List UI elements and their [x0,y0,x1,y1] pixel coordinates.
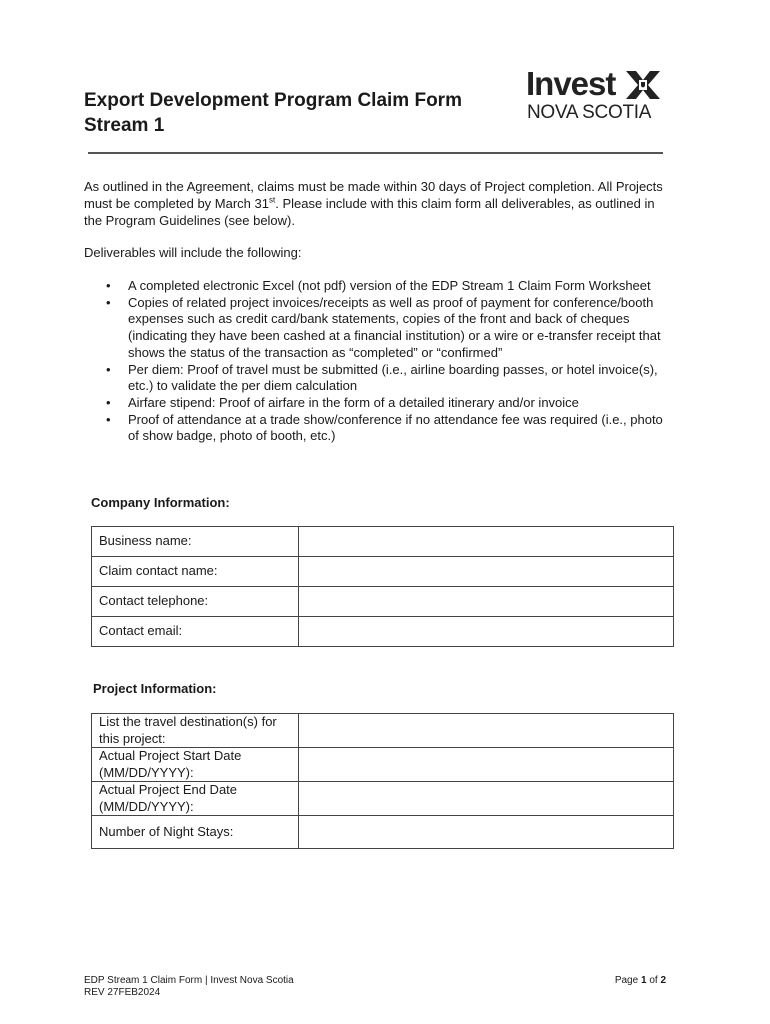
contact-telephone-field[interactable] [299,587,674,617]
footer-document-info [84,975,294,999]
project-info-table [91,713,674,849]
list-item [84,362,674,395]
deliverables-heading: Deliverables will include the following: [84,245,302,260]
logo-x-icon [624,69,662,101]
table-row [92,816,674,849]
intro-text-1: As outlined in the Agreement, claims must be made within 30 days of Project completion. All Projects must be completed by March 31 [84,179,663,211]
list-item-text: Proof of attendance at a trade show/conference if no attendance fee was required (i.e., photo of show badge, photo of booth, etc.) [128,411,663,444]
project-start-date-label: Actual Project Start Date (MM/DD/YYYY): [92,748,299,782]
company-info-heading: Company Information: [91,495,230,510]
logo-nova-scotia-text: NOVA SCOTIA [527,102,652,123]
page-title [84,88,504,138]
project-end-date-label: Actual Project End Date (MM/DD/YYYY): [92,782,299,816]
logo-invest-text: Invest [526,65,616,102]
bullet-icon: • [106,294,111,310]
table-row [92,714,674,748]
list-item [84,395,674,412]
contact-email-field[interactable] [299,617,674,647]
list-item-text: A completed electronic Excel (not pdf) version of the EDP Stream 1 Claim Form Worksheet [128,278,651,293]
list-item [84,278,674,295]
intro-superscript: st [268,195,276,205]
contact-telephone-label: Contact telephone: [92,587,299,617]
title-line-1: Export Development Program Claim Form [84,90,462,111]
travel-destinations-label: List the travel destination(s) for this project: [92,714,299,748]
contact-email-label: Contact email: [92,617,299,647]
list-item [84,295,674,362]
table-row [92,782,674,816]
table-row [92,748,674,782]
page-number [560,975,666,987]
deliverables-list [84,278,674,445]
intro-text-2: . Please include with this claim form all deliverables, as outlined in the Program Guidelines (see below). [84,196,655,228]
list-item [84,412,674,445]
list-item-text: Copies of related project invoices/receipts as well as proof of payment for conference/booth expenses such as credit card/bank statements, copies of the front and back of cheques (indicating they have been cashed at a financial institution) or a wire or e-transfer receipt that shows the status of the transaction as “completed” or “confirmed” [128,294,661,360]
page-word: Page [614,975,639,986]
table-row [92,557,674,587]
bullet-icon: • [106,278,111,293]
invest-nova-scotia-logo [524,66,664,126]
title-line-2: Stream 1 [84,115,165,136]
footer-revision: REV 27FEB2024 [84,987,161,998]
night-stays-field[interactable] [299,816,674,849]
project-info-heading: Project Information: [93,681,217,696]
bullet-icon: • [106,411,111,427]
bullet-icon: • [106,361,111,377]
title-divider [88,152,663,154]
bullet-icon: • [106,394,111,410]
list-item-text: Airfare stipend: Proof of airfare in the form of a detailed itinerary and/or invoice [128,394,579,410]
project-start-date-field[interactable] [299,748,674,782]
page-current: 1 [640,975,647,986]
business-name-label: Business name: [92,527,299,557]
table-row [92,587,674,617]
claim-contact-name-label: Claim contact name: [92,557,299,587]
project-end-date-field[interactable] [299,782,674,816]
night-stays-label: Number of Night Stays: [92,816,299,849]
table-row [92,617,674,647]
intro-paragraph [84,178,674,229]
page-of: of [649,975,658,986]
business-name-field[interactable] [299,527,674,557]
claim-contact-name-field[interactable] [299,557,674,587]
page-total: 2 [660,975,666,986]
list-item-text: Per diem: Proof of travel must be submitted (i.e., airline boarding passes, or hotel invoice(s), etc.) to validate the per diem calculation [128,361,658,394]
company-info-table [91,526,674,647]
footer-doc-name: EDP Stream 1 Claim Form | Invest Nova Scotia [84,975,294,986]
table-row [92,527,674,557]
travel-destinations-field[interactable] [299,714,674,748]
